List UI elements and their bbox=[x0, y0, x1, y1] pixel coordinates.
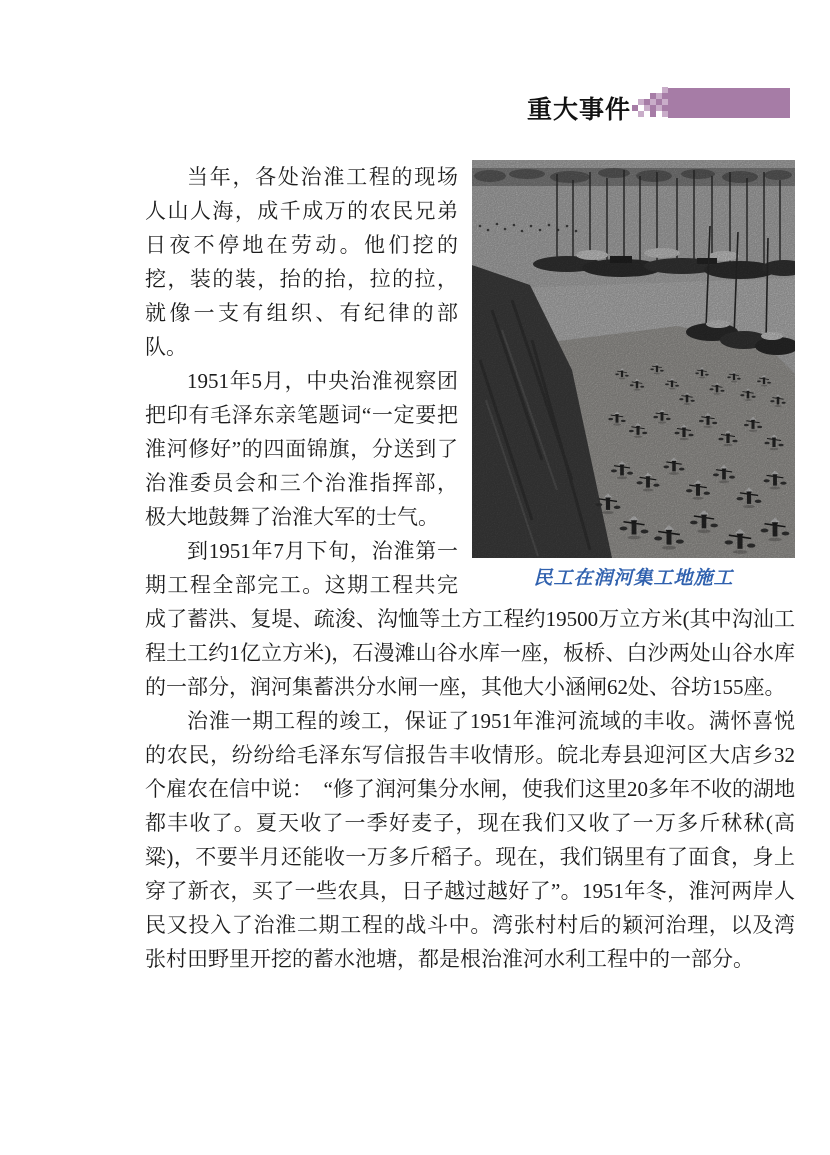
article-body bbox=[145, 160, 795, 976]
worksite-photo bbox=[472, 160, 795, 558]
paragraph: 1951年5月，中央治淮视察团把印有毛泽东亲笔题词“一定要把淮河修好”的四面锦旗，分送到了治淮委员会和三个治淮指挥部，极大地鼓舞了治淮大军的士气。 bbox=[145, 369, 458, 529]
paragraph: 到1951年7月下旬，治淮第一期工程全部完工。这期工程共完成了蓄洪、复堤、疏浚、沟恤等土方工程约19500万立方米(其中沟汕工程土工约1亿立方米)，石漫滩山谷水库一座，板桥、白沙两处山谷水库的一部分，润河集蓄洪分水闸一座，其他大小涵闸62处、谷坊155座。 bbox=[145, 539, 795, 699]
page-header-title: 重大事件 bbox=[527, 96, 632, 124]
checker-flag-decoration-icon bbox=[626, 86, 792, 118]
paragraph: 当年，各处治淮工程的现场人山人海，成千成万的农民兄弟日夜不停地在劳动。他们挖的挖，装的装，抬的抬，拉的拉，就像一支有组织、有纪律的部队。 bbox=[145, 165, 458, 359]
photo-caption: 民工在润河集工地施工 bbox=[533, 568, 734, 589]
photo-figure bbox=[458, 160, 795, 592]
paragraph: 治淮一期工程的竣工，保证了1951年淮河流域的丰收。满怀喜悦的农民，纷纷给毛泽东写信报告丰收情形。皖北寿县迎河区大店乡32个雇农在信中说： “修了润河集分水闸，使我们这里20多年不收的湖地都丰收了。夏天收了一季好麦子，现在我们又收了一万多斤秫秫(高粱)，不要半月还能收一万多斤稻子。现在，我们锅里有了面食，身上穿了新衣，买了一些农具，日子越过越好了”。1951年冬，淮河两岸人民又投入了治淮二期工程的战斗中。湾张村村后的颖河治理，以及湾张村田野里开挖的蓄水池塘，都是根治淮河水利工程中的一部分。 bbox=[145, 709, 795, 971]
